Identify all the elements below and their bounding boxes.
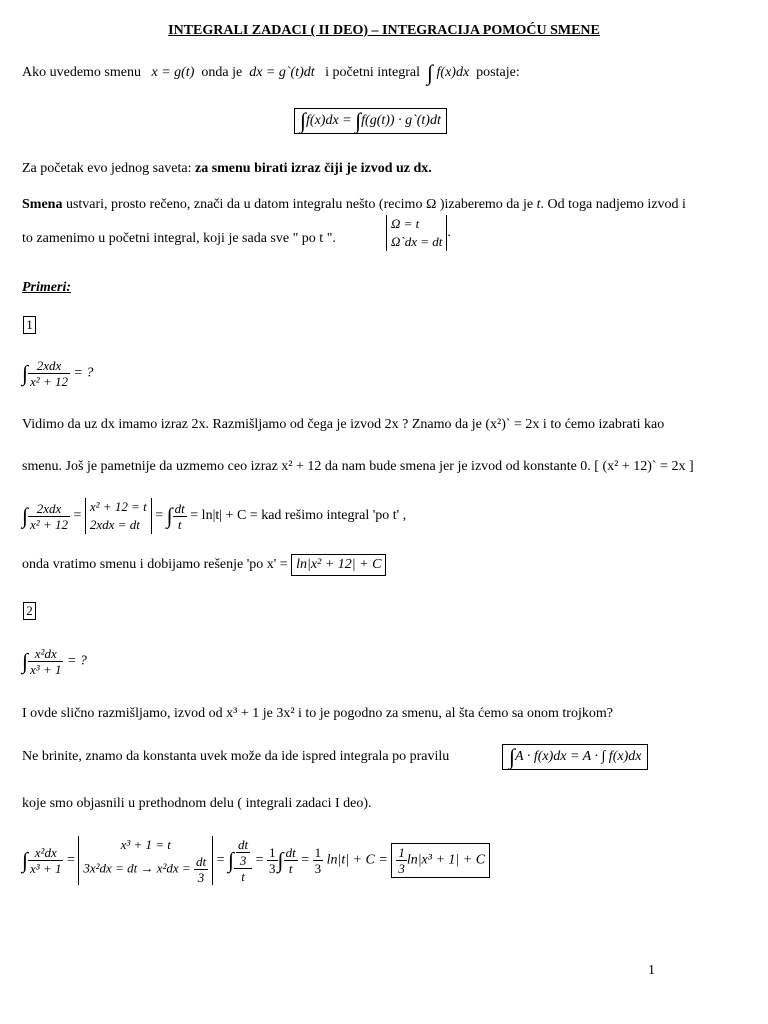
intro-eq-3: f(x)dx	[436, 65, 470, 80]
ex1-question: = ?	[69, 365, 94, 381]
ex2-dt-b: dt	[285, 845, 296, 860]
smena-line-2	[22, 230, 336, 248]
ex2-answer: ln|x³ + 1| + C	[406, 852, 486, 868]
ex2-solution: ∫ $\frac{\text{x²dx}}{\text{x³ + 1}}$ = x³ + 1 = t 3x²dx = dt → x²dx = $\frac{dt}{3}$ = ∫ $\frac{\frac{dt}{3}}{t}$ = $\frac{1}{3}$ ∫ $\frac{dt}{t}$ = $\frac{1}{3}$ ln|t| + C = $\frac{1}{3}$ ln|x³ + 1| + C	[22, 836, 490, 885]
example-1-integral: ∫ $\frac{\text{2xdx}}{\text{x² + 12}}$ = ?	[22, 358, 94, 389]
ex2-rule-box: ∫A · f(x)dx = A · ∫ f(x)dx	[502, 744, 648, 770]
smena-matrix: Ω = t Ω`dx = dt .	[386, 215, 451, 251]
ex2-one-b: 1	[314, 845, 322, 860]
ex2-sol-numerator: x²dx	[28, 845, 63, 861]
formula-left: f(x)dx =	[306, 113, 356, 128]
smena-t: t	[536, 197, 541, 212]
ex1-answer-line	[22, 554, 386, 576]
ex2-one-a: 1	[269, 845, 276, 860]
ex1-paragraph-2: smenu. Još je pametnije da uzmemo ceo izraz x² + 12 da nam bude smena jer je izvod od konstante 0. [ (x² + 12)` = 2x ]	[22, 459, 694, 474]
ex1-answer-text: onda vratimo smenu i dobijamo rešenje 'po x' =	[22, 557, 292, 572]
ex1-matrix-row-1: x² + 12 = t	[89, 499, 147, 514]
page-number: 1	[648, 963, 655, 978]
ex2-paragraph-2: Ne brinite, znamo da konstanta uvek može da ide ispred integrala po pravilu	[22, 749, 450, 764]
ex1-matrix-row-2: 2xdx = dt	[89, 517, 140, 532]
advice-line	[22, 160, 432, 178]
ex2-matrix-dt: dt	[195, 854, 207, 869]
smena-matrix-row-2: Ω`dx = dt	[391, 234, 443, 249]
advice-bold: za smenu birati izraz čiji je izvod uz dx.	[194, 161, 432, 176]
smena-bold: Smena	[22, 197, 63, 212]
smena-line-1	[22, 196, 686, 214]
ex2-t-b: t	[288, 861, 293, 876]
smena-text-3: to zamenimo u početni integral, koji je sada sve " po t ".	[22, 231, 336, 246]
ex1-denominator: x² + 12	[30, 374, 68, 389]
intro-eq-2: dx = g`(t)dt	[249, 65, 315, 80]
ex2-matrix-row-2: 3x²dx = dt → x²dx =	[83, 860, 194, 876]
intro-text-4: postaje:	[476, 65, 520, 80]
ex2-question: = ?	[63, 653, 87, 669]
ex2-paragraph-3: koje smo objasnili u prethodnom delu ( integrali zadaci I deo).	[22, 796, 372, 811]
examples-heading: Primeri:	[22, 280, 71, 295]
intro-text-2: onda je	[201, 65, 243, 80]
ex2-one-c: 1	[398, 845, 405, 860]
intro-text-3: i početni integral	[325, 65, 420, 80]
ex1-t: t	[177, 516, 182, 532]
ex1-dt: dt	[174, 500, 185, 516]
ex1-solution: ∫ $\frac{\text{2xdx}}{\text{x² + 12}}$ = x² + 12 = t 2xdx = dt = ∫ $\frac{dt}{t}$ = ln|t| + C = kad rešimo integral 'po t' ,	[22, 499, 407, 532]
ex1-answer-box: ln|x² + 12| + C	[291, 554, 386, 576]
ex2-paragraph-1: I ovde slično razmišljamo, izvod od x³ + 1 je 3x² i to je pogodno za smenu, al šta ćemo sa onom trojkom?	[22, 706, 613, 721]
intro-line	[22, 59, 520, 85]
ex2-matrix-row-1: x³ + 1 = t	[120, 837, 171, 852]
ex2-answer-box	[391, 843, 490, 878]
ex2-denominator: x³ + 1	[30, 662, 62, 677]
smena-text-2: . Od toga nadjemo izvod i	[540, 197, 686, 212]
ex1-sol-numerator: 2xdx	[28, 501, 70, 517]
example-2-number: 2	[23, 602, 36, 620]
ex1-paragraph-1: Vidimo da uz dx imamo izraz 2x. Razmišljamo od čega je izvod 2x ? Znamo da je (x²)` = 2x i to ćemo izabrati kao	[22, 417, 665, 432]
ex2-matrix-3: 3	[197, 870, 205, 885]
ex2-rest: ln|t| + C =	[323, 852, 392, 868]
ex2-three-a: 3	[269, 861, 276, 876]
example-2-integral: ∫ $\frac{\text{x²dx}}{\text{x³ + 1}}$ = ?	[22, 646, 87, 677]
smena-text-1: ustvari, prosto rečeno, znači da u datom integralu nešto (recimo Ω )izaberemo da je	[62, 197, 537, 212]
ex1-sol-denominator: x² + 12	[30, 516, 68, 532]
ex1-numerator: 2xdx	[28, 358, 70, 374]
example-1-number: 1	[23, 316, 36, 334]
intro-text-1: Ako uvedemo smenu	[22, 65, 141, 80]
smena-matrix-row-1: Ω = t	[391, 216, 420, 231]
ex2-three-c: 3	[398, 861, 405, 876]
integral-sign: ∫	[426, 59, 434, 85]
advice-text: Za početak evo jednog saveta:	[22, 161, 195, 176]
ex2-numerator: x²dx	[28, 646, 63, 662]
ex2-rule: A · f(x)dx = A · ∫ f(x)dx	[515, 749, 642, 764]
ex2-three-b: 3	[314, 861, 322, 876]
ex2-inner-3: 3	[239, 853, 247, 868]
page-title: INTEGRALI ZADACI ( II DEO) – INTEGRACIJA POMOĆU SMENE	[168, 23, 600, 38]
ex2-inner-dt: dt	[238, 837, 249, 852]
intro-eq-1: x = g(t)	[151, 65, 195, 80]
formula-right: f(g(t)) · g`(t)dt	[361, 113, 441, 128]
ex2-sol-denominator: x³ + 1	[30, 861, 62, 876]
ex1-rest: = ln|t| + C = kad rešimo integral 'po t' ,	[186, 508, 407, 524]
substitution-formula: ∫f(x)dx = ∫f(g(t)) · g`(t)dt	[294, 108, 447, 134]
ex2-inner-t: t	[241, 869, 245, 884]
